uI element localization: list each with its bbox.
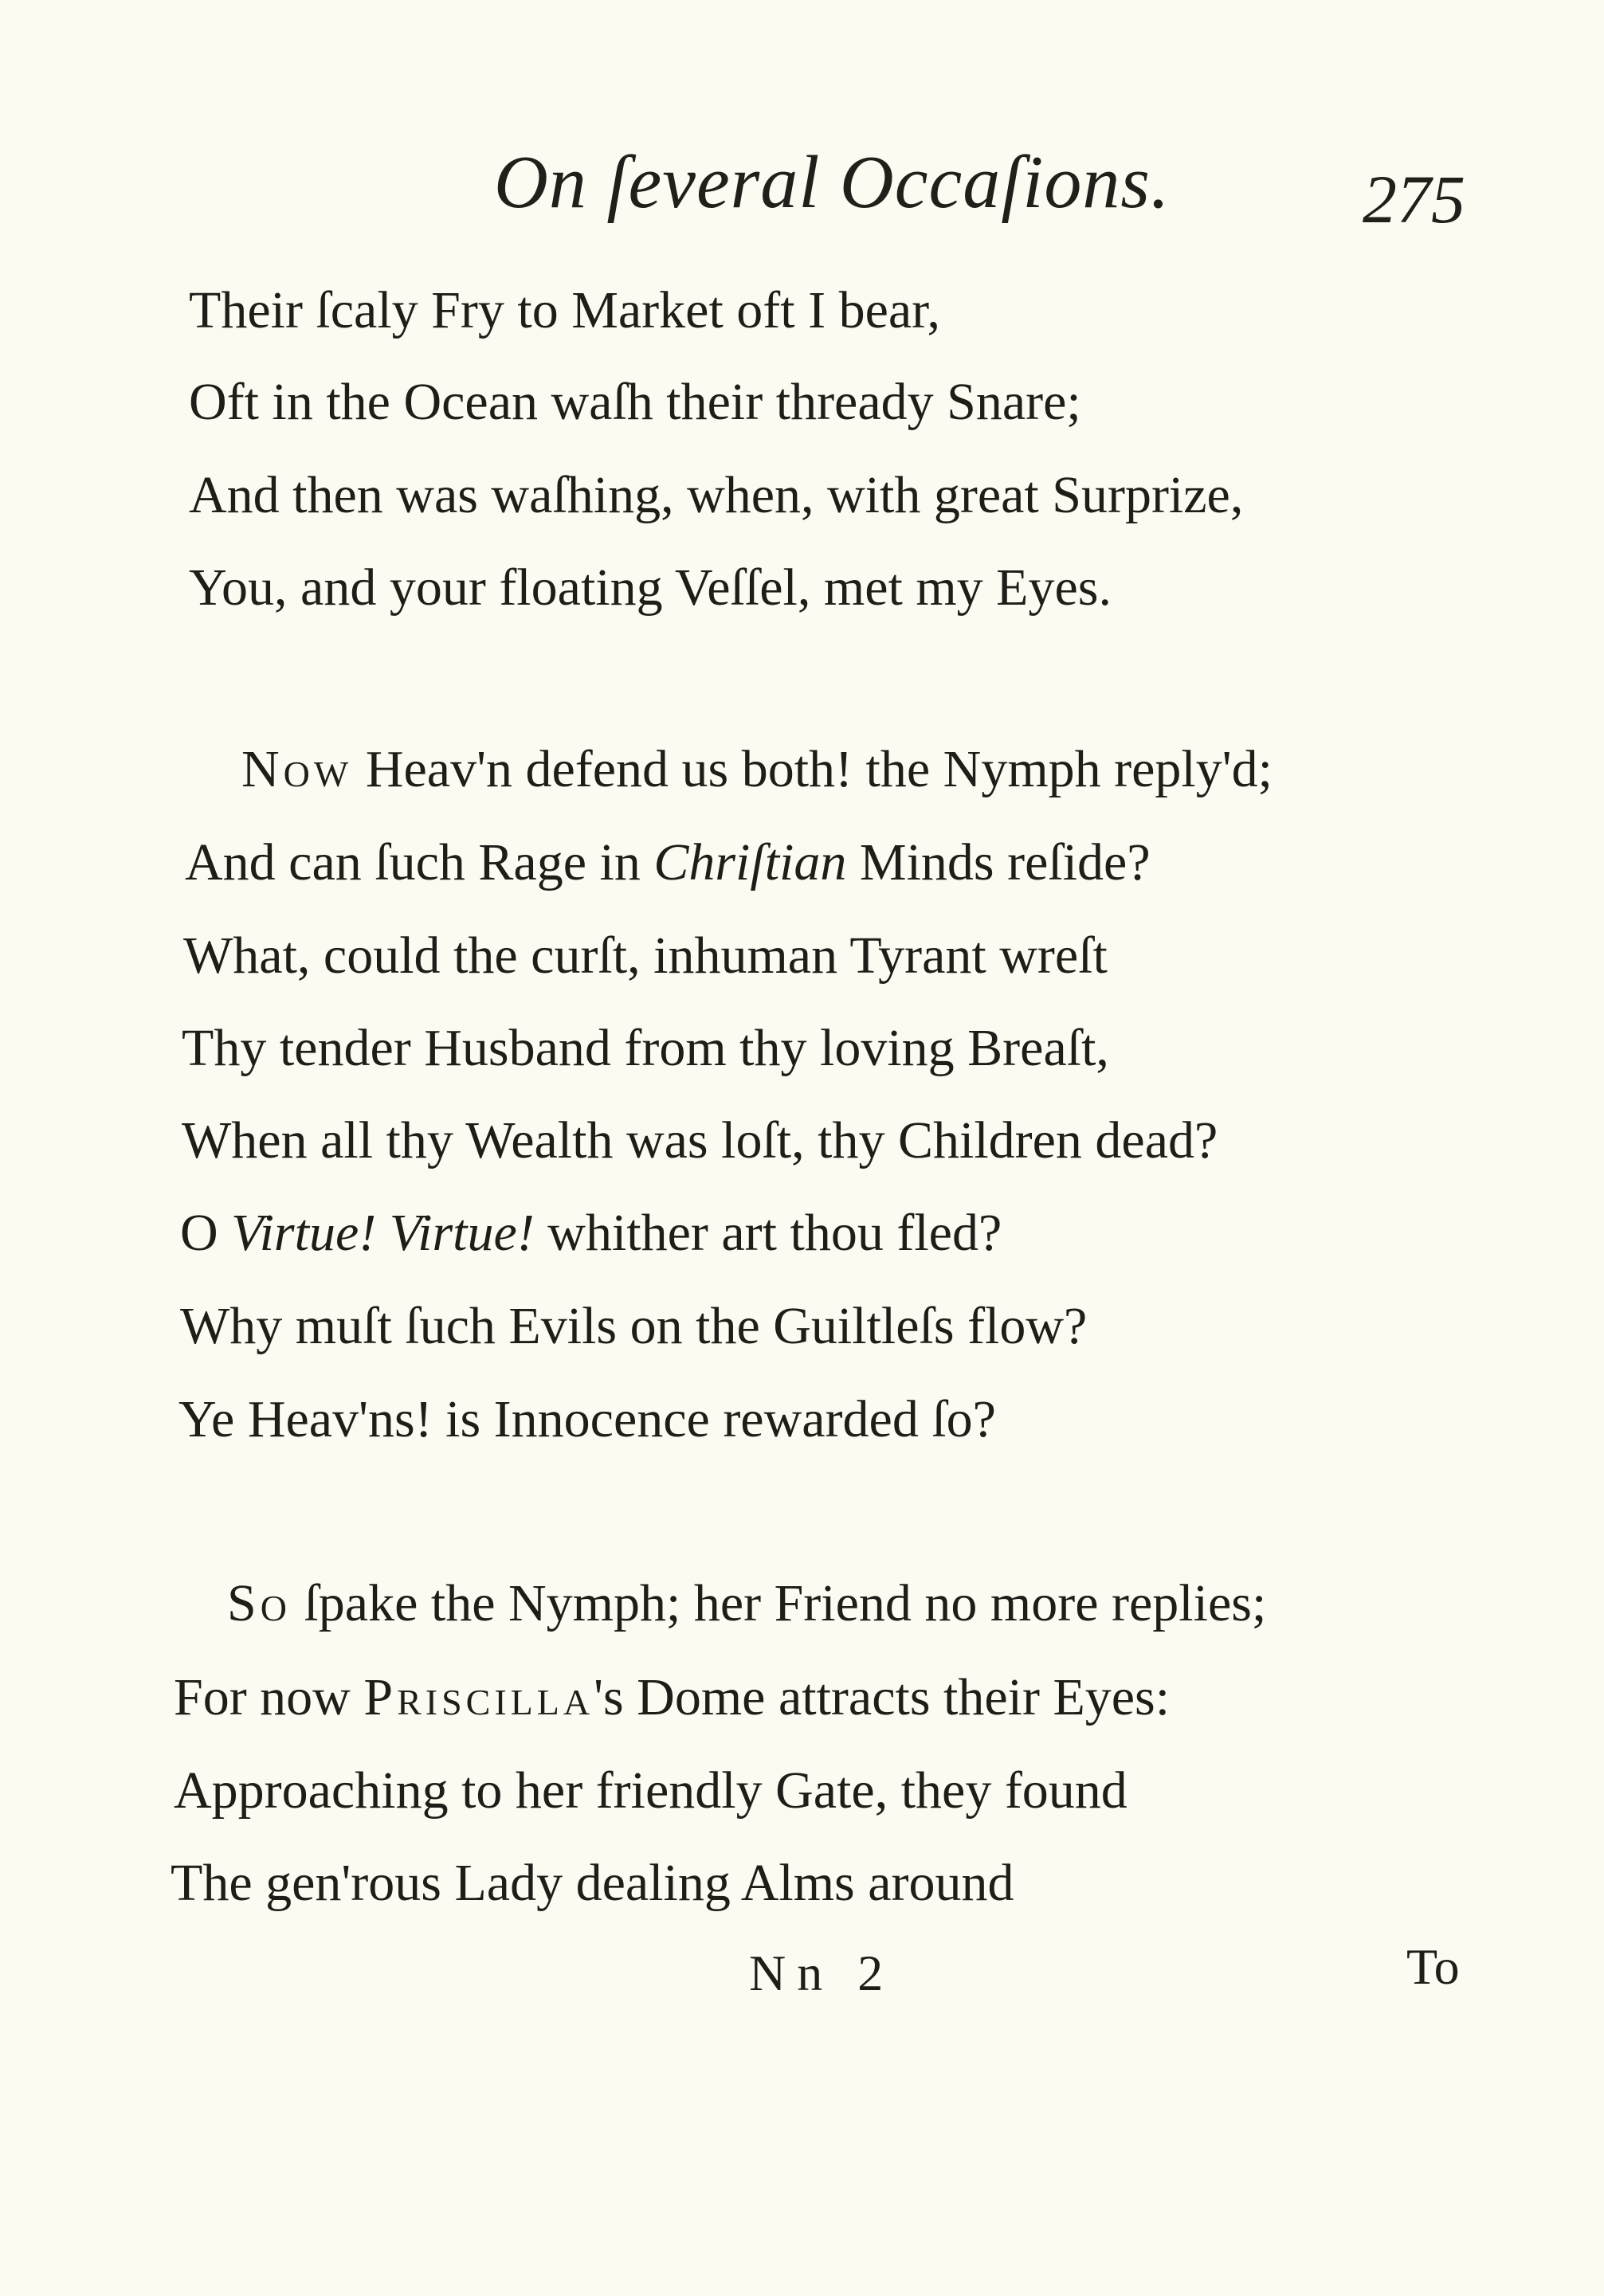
verse-text: Minds reſide? [846, 833, 1151, 891]
verse-opening-word: So [227, 1574, 291, 1632]
verse-line: Approaching to her friendly Gate, they found [174, 1761, 1128, 1820]
verse-italic-word: Chriſtian [653, 833, 847, 891]
verse-text: 's Dome attracts their Eyes: [594, 1668, 1171, 1726]
verse-line [185, 833, 1151, 893]
verse-line [180, 1203, 1002, 1264]
verse-italic-word: Virtue! Virtue! [231, 1204, 535, 1262]
verse-text: For now [174, 1668, 364, 1726]
verse-name: Priscilla [363, 1668, 594, 1726]
verse-line: What, could the curſt, inhuman Tyrant wreſt [183, 927, 1108, 985]
signature-mark: Nn 2 [749, 1945, 895, 2001]
verse-line: Oft in the Ocean waſh their thready Snare; [189, 373, 1081, 431]
verse-text: Heav'n defend us both! the Nymph reply'd; [352, 740, 1273, 798]
verse-text: And can ſuch Rage in [185, 833, 654, 891]
verse-line [174, 1667, 1170, 1728]
verse-line: Thy tender Husband from thy loving Breaſt, [182, 1019, 1109, 1077]
verse-text: O [180, 1204, 232, 1262]
verse-line: And then was waſhing, when, with great Surprize, [189, 466, 1244, 524]
verse-text: ſpake the Nymph; her Friend no more replies; [290, 1574, 1267, 1632]
verse-line: You, and your floating Veſſel, met my Eyes. [189, 558, 1112, 617]
page-number: 275 [1363, 161, 1465, 237]
running-head-title: On ſeveral Occaſions. [494, 141, 1171, 224]
verse-line: Ye Heav'ns! is Innocence rewarded ſo? [178, 1390, 996, 1448]
verse-text: whither art thou fled? [534, 1204, 1002, 1262]
verse-line: The gen'rous Lady dealing Alms around [171, 1854, 1014, 1912]
verse-line: Their ſcaly Fry to Market oft I bear, [189, 281, 941, 339]
verse-line: Why muſt ſuch Evils on the Guiltleſs flow? [180, 1297, 1088, 1355]
verse-line [241, 739, 1273, 800]
verse-opening-word: Now [241, 740, 353, 798]
verse-line [227, 1573, 1266, 1634]
catchword: To [1406, 1938, 1460, 1995]
verse-line: When all thy Wealth was loſt, thy Children dead? [182, 1111, 1218, 1170]
